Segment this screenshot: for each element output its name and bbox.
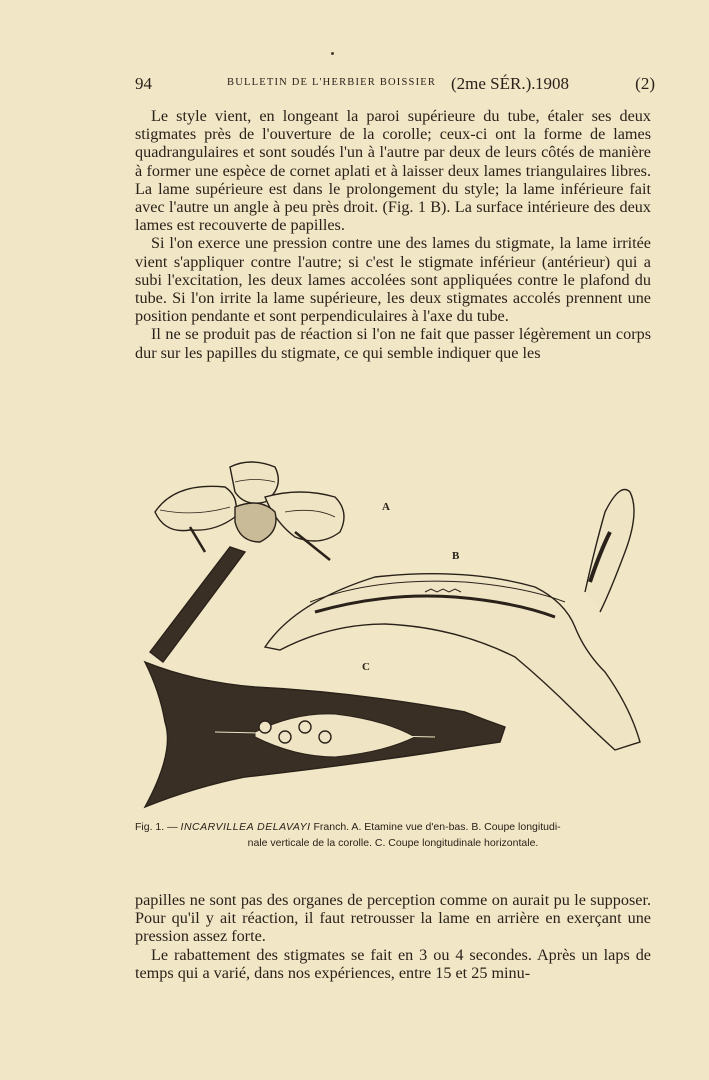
- paragraph: Il ne se produit pas de réaction si l'on ne fait que passer légèrement un corps dur sur les papilles du stigmate, ce qui semble indiquer que les: [135, 325, 651, 362]
- figure-c-horizontal-section: [145, 662, 505, 807]
- figure-label-c: C: [362, 661, 370, 673]
- figure-label-a: A: [382, 501, 390, 513]
- year-label: 1908: [535, 74, 569, 93]
- page-mark: [331, 52, 334, 55]
- figure-label-b: B: [452, 550, 460, 562]
- caption-species: INCARVILLEA DELAVAYI: [180, 821, 311, 833]
- page-number: 94: [135, 74, 152, 93]
- paragraph: Le rabattement des stigmates se fait en 3 ou 4 secondes. Après un laps de temps qui a varié, dans nos expériences, entre 15 et 25 minu-: [135, 945, 651, 982]
- series-label: (2me SÉR.).: [451, 74, 536, 93]
- running-title: BULLETIN DE L'HERBIER BOISSIER: [227, 77, 437, 88]
- caption-description: Franch. A. Etamine vue d'en-bas. B. Coupe longitudi-: [313, 821, 561, 833]
- paragraph: Si l'on exerce une pression contre une des lames du stigmate, la lame irritée vient s'appliquer contre l'autre; si c'est le stigmate inférieur (antérieur) qui a subi l'excitation, les deux lames accolées sont appliquées contre le plafond du tube. Si l'on irrite la lame supérieure, les deux stigmates accolés prennent une position pendante et sont perpendiculaires à l'axe du tube.: [135, 234, 651, 326]
- body-text-top: [135, 107, 651, 362]
- caption-line-1: [135, 819, 651, 835]
- paragraph: papilles ne sont pas des organes de perception comme on aurait pu le supposer. Pour qu'il y ait réaction, il faut retrousser la lame en arrière en exerçant une pression assez forte.: [135, 891, 651, 946]
- paragraph: Le style vient, en longeant la paroi supérieure du tube, étaler ses deux stigmates près de l'ouverture de la corolle; ceux-ci ont la forme de lames quadrangulaires et sont soudés l'un à l'autre par deux de leurs côtés de manière à former une espèce de cornet aplati et à laisser deux lames triangulaires libres. La lame supérieure est dans le prolongement du style; la lame inférieure fait avec l'autre un angle à peu près droit. (Fig. 1 B). La surface intérieure des deux lames est recouverte de papilles.: [135, 107, 651, 235]
- caption-fig-ref: Fig. 1. —: [135, 821, 178, 833]
- caption-line-2: nale verticale de la corolle. C. Coupe longitudinale horizontale.: [247, 837, 539, 849]
- botanical-figure: [135, 452, 655, 810]
- figure-illustration: [135, 452, 655, 810]
- issue-number: (2): [635, 74, 655, 93]
- figure-caption: [135, 819, 651, 851]
- body-text-bottom: [135, 891, 651, 982]
- page-header: [135, 74, 655, 96]
